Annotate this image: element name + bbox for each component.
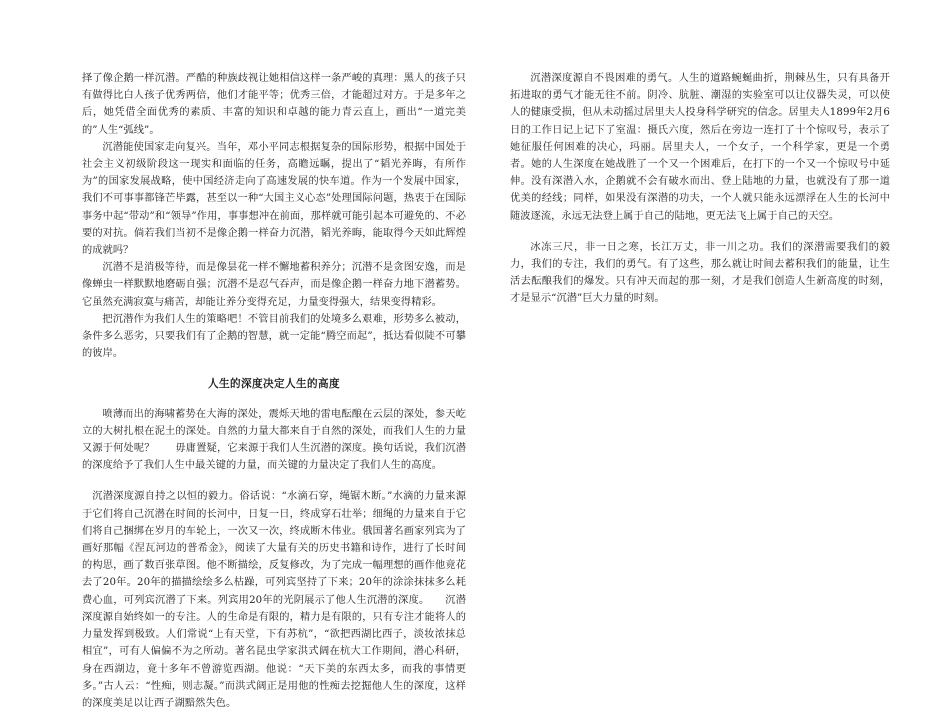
paragraph-conclusion: 冰冻三尺，非一日之寒，长江万丈，非一川之功。我们的深潜需要我们的毅力，我们的专注，我们的勇气。有了这些，那么就让时间去蓄积我们的能量，让生活去酝酿我们的爆发。只有冲天而起的那一刻，才是我们创造人生新高度的时刻，才是显示“沉潜”巨大力量的时刻。 <box>510 241 890 305</box>
left-column <box>82 70 466 712</box>
paragraph-perseverance-focus: 沉潜深度源自持之以恒的毅力。俗话说：“水滴石穿，绳锯木断。”水滴的力量来源于它们将自己沉潜在时间的长河中，日复一日，终成穿石壮举；细绳的力量来自于它们将自己捆绑在岁月的车轮上，一次又一次，终成断木伟业。俄国著名画家列宾为了画好那幅《涅瓦河边的普希金》，阅读了大量有关的历史书籍和诗作，进行了长时间的构思，画了数百张草图。他不断描绘，反复修改，为了完成一幅理想的画作他竟花去了20年。20年的描描绘绘多么枯躁，可列宾坚持了下来；20年的涂涂抹抹多么耗费心血，可列宾沉潜了下来。列宾用20年的光阴展示了他人生沉潜的深度。 沉潜深度源自始终如一的专注。人的生命是有限的，精力是有限的，只有专注才能将人的力量发挥到极致。人们常说“上有天堂，下有苏杭”，“欲把西湖比西子，淡妆浓抹总相宜”，可有人偏偏不为之所动。著名昆虫学家洪式阔在杭大工作期间，潜心科研，身在西湖边，竟十多年不曾游览西湖。他说：“天下美的东西太多，而我的事情更多。”古人云：“性痴，则志凝。”而洪式阔正是用他的性痴去挖掘他人生的深度，这样的深度美足以让西子湖黯然失色。 <box>82 491 466 709</box>
essay-title: 人生的深度决定人生的高度 <box>208 378 340 391</box>
paragraph-life-strategy: 把沉潜作为我们人生的策略吧！不管目前我们的处境多么艰难，形势多么被动，条件多么恶劣，只要我们有了企鹅的智慧，就一定能“腾空而起”，抵达看似陡不可攀的彼岸。 <box>82 313 466 360</box>
paragraph-introduction: 喷薄而出的海啸蓄势在大海的深处，震烁天地的雷电酝酿在云层的深处，参天屹立的大树扎根在泥土的深处。自然的力量大都来自于自然的深处，而我们人生的力量又源于何处呢？ 毋庸置疑，它来源于我们人生沉潜的深度。换句话说，我们沉潜的深度给予了我们人生中最关键的力量，而关键的力量决定了我们人生的高度。 <box>82 408 466 472</box>
paragraph-spacer <box>82 474 466 488</box>
paragraph-not-passive-waiting: 沉潜不是消极等待，而是像昙花一样不懈地蓄积养分；沉潜不是贪图安逸，而是像蝉虫一样默默地磨砺自强；沉潜不是忍气吞声，而是像企鹅一样奋力地下潜蓄势。它虽然充满寂寞与痛苦，却能让养分变得充足，力量变得强大，结果变得精彩。 <box>82 262 466 308</box>
paragraph-spacer <box>510 225 890 239</box>
paragraph-michelle-obama: 择了像企鹅一样沉潜。严酷的种族歧视让她相信这样一条严峻的真理：黑人的孩子只有做得比白人孩子优秀两倍，他们才能平等；优秀三倍，才能超过对方。于是多年之后，她凭借全面优秀的素质、丰富的知识和卓越的能力青云直上，画出“一道完美的”人生“弧线”。 <box>82 73 466 136</box>
paragraph-national-revival: 沉潜能使国家走向复兴。当年，邓小平同志根据复杂的国际形势，根据中国处于社会主义初级阶段这一现实和面临的任务，高瞻远瞩，提出了“韬光养晦，有所作为”的国家发展战略，使中国经济走向了高速发展的快车道。作为一个发展中国家，我们不可事事都锋芒毕露，甚至以一种“大国主义心态”处理国际问题，热衷于在国际事务中起“带动”和“领导”作用，事事想冲在前面，那样就可能引起本可避免的、不必要的对抗。倘若我们当初不是像企鹅一样奋力沉潜，韬光养晦，能取得今天如此辉煌的成就吗？ <box>82 141 466 257</box>
right-column <box>510 70 890 308</box>
paragraph-courage: 沉潜深度源自不畏困难的勇气。人生的道路蜿蜒曲折，荆棘丛生，只有具备开拓进取的勇气才能无往不前。阴冷、肮脏、潮湿的实验室可以让仪器失灵，可以使人的健康受损，但从未动摇过居里夫人投身科学研究的信念。居里夫人1899年2月6日的工作日记上记下了室温：摄氏六度，然后在旁边一连打了十个惊叹号，表示了她征服任何困难的决心，玛丽。居里夫人，一个女子，一个科学家，更是一个勇者。她的人生深度在她战胜了一个又一个困难后，在打下的一个又一个惊叹号中延伸。没有深潜入水，企鹅就不会有破水而出、登上陆地的力量，也就没有了那一道优美的经线；同样，如果没有深潜的功夫，一个人就只能永远漂浮在人生的长河中随波逐流，永远无法登上属于自己的陆地，更无法飞上属于自己的天空。 <box>510 73 890 222</box>
